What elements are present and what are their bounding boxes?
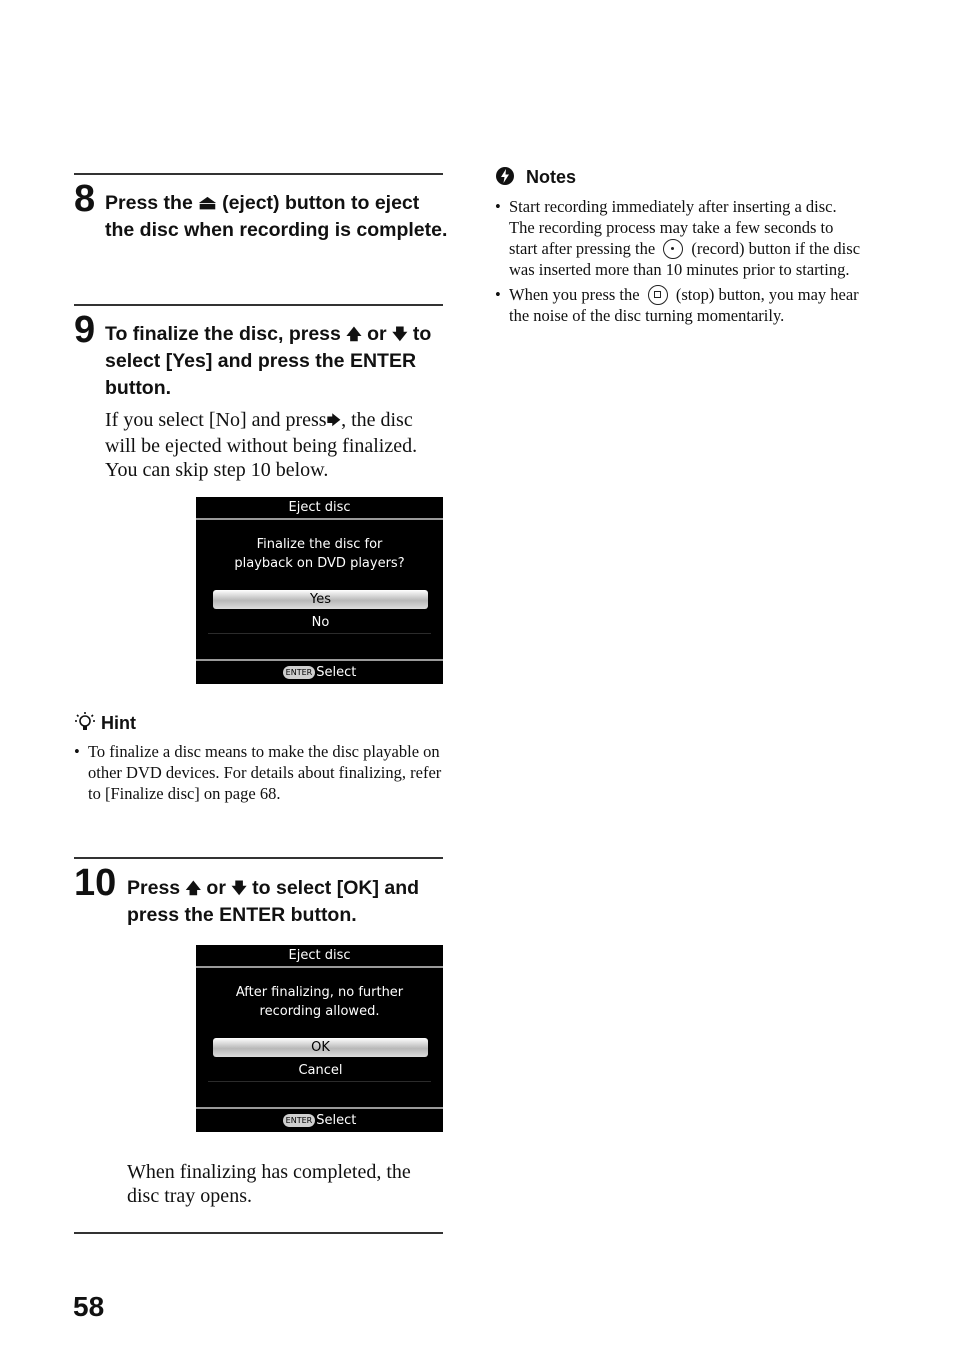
step-number: 10 <box>74 862 117 904</box>
arrow-up-icon: 🡅 <box>346 326 362 343</box>
arrow-down-icon: 🡇 <box>392 326 408 343</box>
option-ok[interactable]: OK <box>213 1038 428 1057</box>
caution-icon <box>495 166 515 186</box>
hint-list <box>74 741 444 804</box>
list-item: • When you press the (stop) button, you may hear the noise of the disc turning momentarily. <box>495 284 865 326</box>
dialog-message: After finalizing, no further recording allowed. <box>235 985 404 1019</box>
step-number: 9 <box>74 309 96 351</box>
step-9-title: To finalize the disc, press 🡅 or 🡇 to select [Yes] and press the ENTER button. <box>105 323 432 399</box>
option-cancel[interactable]: Cancel <box>298 1063 343 1078</box>
dialog-title: Eject disc <box>196 497 443 520</box>
option-no[interactable]: No <box>311 615 330 630</box>
dialog-footer: ENTER Select <box>196 1107 443 1134</box>
section-divider <box>74 1232 443 1234</box>
list-item: • Start recording immediately after inserting a disc. The recording process may take a few seconds to start after pressing the (record) button if the disc was inserted more than 10 minutes prior to starting. <box>495 196 865 280</box>
step-9-body: If you select [No] and press🡆, the disc will be ejected without being finalized. You can skip step 10 below. <box>105 409 418 481</box>
step-10-body: When finalizing has completed, the disc tray opens. <box>127 1161 411 1207</box>
enter-key-icon: ENTER <box>283 1114 316 1127</box>
finalize-confirm-screen <box>196 945 443 1132</box>
lightbulb-icon <box>74 711 96 733</box>
section-divider <box>74 304 443 306</box>
step-10-title: Press 🡅 or 🡇 to select [OK] and press the ENTER button. <box>127 877 420 926</box>
section-divider <box>74 857 443 859</box>
hint-heading: Hint <box>74 711 136 734</box>
step-8-title: Press the ⏏ (eject) button to eject the disc when recording is complete. <box>105 192 448 241</box>
finalize-dialog-screen <box>196 497 443 684</box>
divider <box>208 1081 431 1082</box>
notes-heading: Notes <box>495 166 576 188</box>
arrow-right-icon: 🡆 <box>326 414 342 429</box>
list-item: • To finalize a disc means to make the disc playable on other DVD devices. For details about finalizing, refer to [Finalize disc] on page 68. <box>74 741 444 804</box>
eject-icon: ⏏ <box>198 192 217 214</box>
page-number: 58 <box>73 1291 105 1322</box>
section-divider <box>74 173 443 175</box>
notes-list <box>495 196 865 326</box>
dialog-footer: ENTER Select <box>196 659 443 686</box>
dialog-title: Eject disc <box>196 945 443 968</box>
arrow-up-icon: 🡅 <box>185 880 201 897</box>
divider <box>208 633 431 634</box>
arrow-down-icon: 🡇 <box>231 880 247 897</box>
step-number: 8 <box>74 178 96 220</box>
record-button-icon <box>663 239 683 259</box>
option-yes[interactable]: Yes <box>213 590 428 609</box>
enter-key-icon: ENTER <box>283 666 316 679</box>
stop-button-icon <box>648 285 668 305</box>
dialog-message: Finalize the disc for playback on DVD players? <box>234 537 405 571</box>
